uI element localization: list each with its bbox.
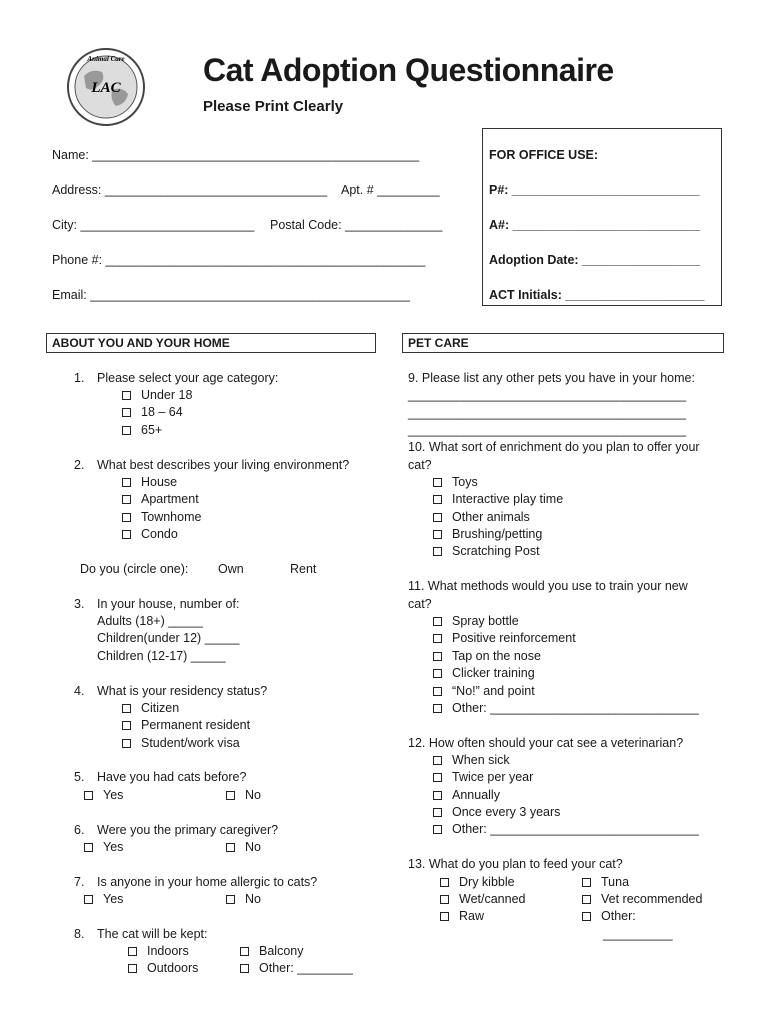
checkbox[interactable] [128,964,137,973]
q9-answer-line[interactable]: ________________________________________ [408,406,687,420]
q4-option[interactable] [122,701,179,716]
q8-question: The cat will be kept: [97,927,208,941]
checkbox[interactable] [433,634,442,643]
option-label: Yes [103,788,124,802]
checkbox[interactable] [240,947,249,956]
q5-question: Have you had cats before? [97,770,247,784]
address-field[interactable]: Address: ________________________________ [52,183,328,197]
q4-question: What is your residency status? [97,684,268,698]
option-label: Once every 3 years [452,805,561,819]
q6-no-option[interactable] [226,840,261,855]
checkbox[interactable] [122,530,131,539]
checkbox[interactable] [122,391,131,400]
option-label: 18 – 64 [141,405,183,419]
q13-option[interactable] [440,875,515,890]
q13-question: 13. What do you plan to feed your cat? [408,857,623,871]
option-label: Scratching Post [452,544,540,558]
q5-number: 5. [74,770,85,784]
checkbox[interactable] [433,791,442,800]
office-p-field: P#: ___________________________ [489,183,700,197]
q7-no-option[interactable] [226,892,261,907]
office-use-title: FOR OFFICE USE: [489,148,599,162]
q13-option[interactable] [582,892,702,907]
q13-option[interactable] [440,909,484,924]
option-label: When sick [452,753,510,767]
checkbox[interactable] [433,513,442,522]
q12-option-other[interactable] [433,822,699,837]
q3-question: In your house, number of: [97,597,240,611]
checkbox[interactable] [433,530,442,539]
q1-option[interactable] [122,388,192,403]
option-label: No [245,788,261,802]
q9-answer-line[interactable]: ________________________________________ [408,388,687,402]
checkbox[interactable] [433,704,442,713]
option-label: Clicker training [452,666,535,680]
adults-count-field[interactable]: Adults (18+) _____ [97,614,203,628]
section-header-pet-care: PET CARE [402,333,724,353]
q4-option[interactable] [122,736,240,751]
option-label: Under 18 [141,388,193,402]
option-label: Balcony [259,944,304,958]
q3-number: 3. [74,597,85,611]
q5-no-option[interactable] [226,788,261,803]
option-label: Other: ______________________________ [452,822,699,836]
page-title: Cat Adoption Questionnaire [203,52,614,88]
q13-option-other[interactable] [582,909,636,924]
option-label: Raw [459,909,485,923]
q12-question: 12. How often should your cat see a veterinarian? [408,736,684,750]
option-label: Condo [141,527,178,541]
option-label: Vet recommended [601,892,703,906]
checkbox[interactable] [433,617,442,626]
q2-option[interactable] [122,492,199,507]
option-label: Annually [452,788,500,802]
checkbox[interactable] [122,739,131,748]
option-label: “No!” and point [452,684,535,698]
own-option[interactable]: Own [218,562,244,576]
q13-other-line[interactable]: __________ [603,927,673,941]
option-label: Apartment [141,492,199,506]
children-12-17-field[interactable]: Children (12-17) _____ [97,649,226,663]
q11-question: 11. What methods would you use to train your new [408,579,688,593]
q9-question: 9. Please list any other pets you have in your home: [408,371,695,385]
checkbox[interactable] [128,947,137,956]
q12-option[interactable] [433,753,510,768]
option-label: Indoors [147,944,189,958]
email-field[interactable]: Email: ______________________________________________ [52,288,410,302]
checkbox[interactable] [226,791,235,800]
option-label: Townhome [141,510,202,524]
section-header-about-you: ABOUT YOU AND YOUR HOME [46,333,376,353]
option-label: Tuna [601,875,630,889]
q9-answer-line[interactable]: ________________________________________ [408,423,687,437]
checkbox[interactable] [122,478,131,487]
logo-letters: LAC [91,80,121,96]
checkbox[interactable] [122,495,131,504]
option-label: Other: [601,909,636,923]
q7-question: Is anyone in your home allergic to cats? [97,875,318,889]
checkbox[interactable] [240,964,249,973]
q6-yes-option[interactable] [84,840,123,855]
q8-option[interactable] [128,961,198,976]
option-label: Tap on the nose [452,649,541,663]
q7-number: 7. [74,875,85,889]
checkbox[interactable] [84,843,93,852]
q12-option[interactable] [433,770,533,785]
option-label: Student/work visa [141,736,240,750]
checkbox[interactable] [433,495,442,504]
q1-question: Please select your age category: [97,371,279,385]
office-a-field: A#: ___________________________ [489,218,701,232]
q13-option[interactable] [582,875,629,890]
q13-option[interactable] [440,892,525,907]
checkbox[interactable] [122,408,131,417]
checkbox[interactable] [433,652,442,661]
option-label: Outdoors [147,961,199,975]
q6-question: Were you the primary caregiver? [97,823,279,837]
office-act-initials-field: ACT Initials: ____________________ [489,288,705,302]
q6-number: 6. [74,823,85,837]
q10-question: 10. What sort of enrichment do you plan to offer your [408,440,700,454]
q10-option[interactable] [433,492,563,507]
checkbox[interactable] [122,513,131,522]
checkbox[interactable] [122,721,131,730]
checkbox[interactable] [84,895,93,904]
checkbox[interactable] [122,426,131,435]
page-subtitle: Please Print Clearly [203,98,344,115]
q11-option[interactable] [433,614,519,629]
checkbox[interactable] [433,687,442,696]
option-label: Other: ______________________________ [452,701,699,715]
checkbox[interactable] [84,791,93,800]
option-label: Dry kibble [459,875,515,889]
checkbox[interactable] [582,912,591,921]
option-label: Permanent resident [141,718,251,732]
q2-option[interactable] [122,475,177,490]
rent-option[interactable]: Rent [290,562,317,576]
q10-option[interactable] [433,544,540,559]
option-label: Yes [103,840,124,854]
q2-number: 2. [74,458,85,472]
checkbox[interactable] [433,756,442,765]
q11-option[interactable] [433,666,535,681]
checkbox[interactable] [440,895,449,904]
checkbox[interactable] [433,773,442,782]
q10-question-cont: cat? [408,458,432,472]
q12-option[interactable] [433,788,500,803]
logo-arc-text: Animal Care [87,55,125,63]
option-label: Yes [103,892,124,906]
q5-yes-option[interactable] [84,788,123,803]
q2-option[interactable] [122,510,201,525]
q11-question-cont: cat? [408,597,432,611]
q1-option[interactable] [122,423,162,438]
q11-option-other[interactable] [433,701,699,716]
q1-number: 1. [74,371,85,385]
q11-option[interactable] [433,631,576,646]
checkbox[interactable] [226,843,235,852]
office-adoption-date-field: Adoption Date: _________________ [489,253,701,267]
option-label: Spray bottle [452,614,519,628]
q10-option[interactable] [433,510,530,525]
q2-question: What best describes your living environment? [97,458,350,472]
option-label: Citizen [141,701,180,715]
checkbox[interactable] [582,895,591,904]
option-label: Twice per year [452,770,534,784]
q8-option[interactable] [240,944,303,959]
option-label: Interactive play time [452,492,564,506]
option-label: Other: ________ [259,961,353,975]
option-label: 65+ [141,423,163,437]
children-under-12-field[interactable]: Children(under 12) _____ [97,631,240,645]
q10-option[interactable] [433,527,542,542]
phone-field[interactable]: Phone #: ______________________________________________ [52,253,426,267]
postal-code-field[interactable]: Postal Code: ______________ [270,218,443,232]
option-label: Toys [452,475,478,489]
q8-option[interactable] [240,961,353,976]
q1-option[interactable] [122,405,183,420]
checkbox[interactable] [433,808,442,817]
option-label: No [245,892,261,906]
q7-yes-option[interactable] [84,892,123,907]
option-label: Positive reinforcement [452,631,576,645]
q11-option[interactable] [433,649,541,664]
checkbox[interactable] [582,878,591,887]
option-label: Other animals [452,510,530,524]
q8-number: 8. [74,927,85,941]
option-label: Wet/canned [459,892,526,906]
q2-option[interactable] [122,527,178,542]
option-label: House [141,475,178,489]
q4-option[interactable] [122,718,250,733]
checkbox[interactable] [433,669,442,678]
option-label: No [245,840,261,854]
q12-option[interactable] [433,805,560,820]
checkbox[interactable] [433,478,442,487]
checkbox[interactable] [440,912,449,921]
q8-option[interactable] [128,944,189,959]
checkbox[interactable] [433,547,442,556]
checkbox[interactable] [122,704,131,713]
circle-one-label: Do you (circle one): [80,562,189,576]
checkbox[interactable] [440,878,449,887]
q10-option[interactable] [433,475,478,490]
option-label: Brushing/petting [452,527,543,541]
city-field[interactable]: City: _________________________ [52,218,255,232]
checkbox[interactable] [433,825,442,834]
organization-logo [62,46,150,128]
q4-number: 4. [74,684,85,698]
apt-field[interactable]: Apt. # _________ [341,183,440,197]
name-field[interactable]: Name: _______________________________________________ [52,148,420,162]
q11-option[interactable] [433,684,535,699]
checkbox[interactable] [226,895,235,904]
